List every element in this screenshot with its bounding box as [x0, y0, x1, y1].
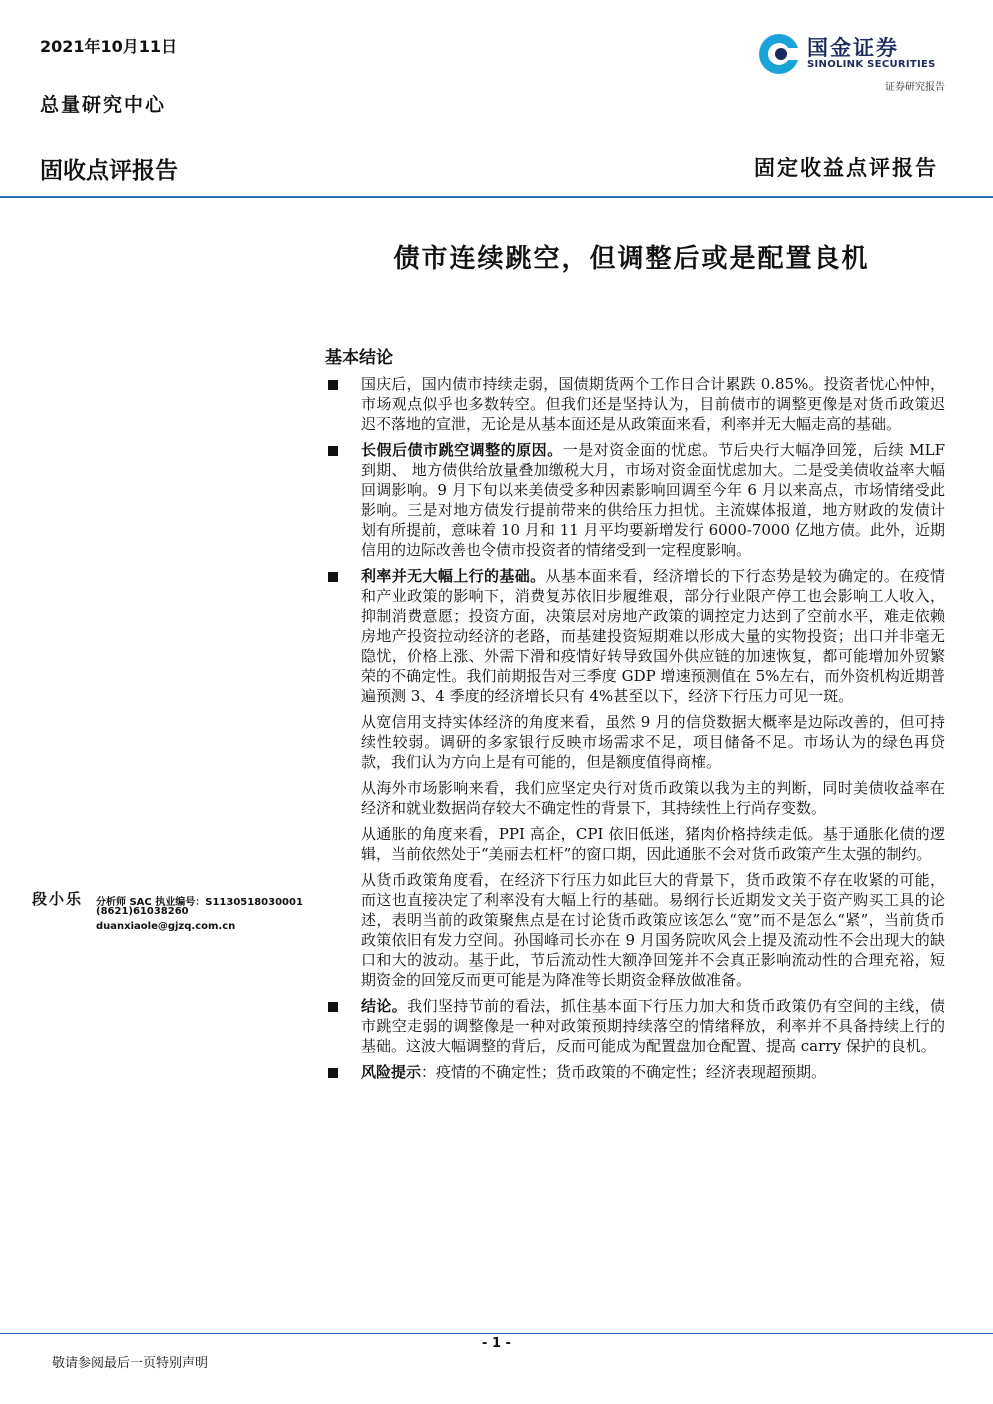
- footer-divider: [0, 1333, 993, 1334]
- paragraph-text: 从货币政策角度看，在经济下行压力如此巨大的背景下，货币政策不存在收紧的可能，而这也直接决定了利率没有大幅上行的基础。易纲行长近期发文关于资产购买工具的论述，表明当前的政策聚焦点是在讨论货币政策应该怎么“宽”而不是怎么“紧”，当前货币政策依旧有发力空间。孙国峰司长亦在 9 月国务院吹风会上提及流动性不会出现大的缺口和大的波动。基于此，节后流动性大额净回笼并不会真正影响流动性的合理充裕，短期资金的回笼反而更可能是为降准等长期资金释放做准备。: [361, 871, 945, 989]
- bullet-square-icon: [328, 1002, 338, 1012]
- body-paragraph: [325, 778, 945, 818]
- report-type-right: 固定收益点评报告: [754, 155, 938, 180]
- bullet-square-icon: [328, 446, 338, 456]
- footer-disclaimer: 敬请参阅最后一页特别声明: [52, 1356, 209, 1371]
- logo-chinese-name: 国金证券: [807, 36, 899, 60]
- report-type-left: 固收点评报告: [40, 158, 178, 184]
- bullet-item: [325, 374, 945, 434]
- bullet-item: [325, 996, 945, 1056]
- bullet-text: ：疫情的不确定性；货币政策的不确定性；经济表现超预期。: [421, 1063, 827, 1081]
- body-paragraph: [325, 870, 945, 990]
- bullet-item: [325, 566, 945, 706]
- paragraph-text: 从宽信用支持实体经济的角度来看，虽然 9 月的信贷数据大概率是边际改善的，但可持续性较弱。调研的多家银行反映市场需求不足，项目储备不足。市场认为的绿色再贷款，我们认为方向上是有可能的，但是额度值得商榷。: [361, 713, 945, 771]
- sinolink-logo-icon: [757, 32, 801, 76]
- body-paragraph: [325, 824, 945, 864]
- department-name: 总量研究中心: [40, 94, 167, 116]
- company-logo: [757, 30, 947, 76]
- author-email[interactable]: duanxiaole@gjzq.com.cn: [96, 921, 236, 932]
- bullet-square-icon: [328, 380, 338, 390]
- header-divider: [0, 196, 993, 198]
- bullet-lead: 结论。: [361, 997, 408, 1015]
- bullet-lead: 利率并无大幅上行的基础。: [361, 567, 546, 585]
- author-name: 段小乐: [32, 890, 84, 908]
- bullet-square-icon: [328, 1068, 338, 1078]
- report-title: 债市连续跳空，但调整后或是配置良机: [393, 244, 870, 274]
- bullet-text: 一是对资金面的忧虑。节后央行大幅净回笼，后续 MLF 到期、 地方债供给放量叠加缴税大月，市场对资金面忧虑加大。二是受美债收益率大幅回调影响。9 月下旬以来美债受多种因素影响回调至今年 6 月以来高点，市场情绪受此影响。三是对地方债发行提前带来的供给压力担忧。主流媒体报道，地方财政的发债计划有所提前，意味着 10 月和 11 月平均要新增发行 6000-7000 亿地方债。此外，近期信用的边际改善也令债市投资者的情绪受到一定程度影响。: [361, 441, 945, 559]
- bullet-text: 我们坚持节前的看法，抓住基本面下行压力加大和货币政策仍有空间的主线，债市跳空走弱的调整像是一种对政策预期持续落空的情绪释放，利率并不具备持续上行的基础。这波大幅调整的背后，反而可能成为配置盘加仓配置、提高 carry 保护的良机。: [361, 997, 945, 1055]
- bullet-lead: 风险提示: [361, 1063, 422, 1081]
- logo-subtitle: 证券研究报告: [885, 82, 945, 93]
- report-body: [325, 374, 945, 1088]
- section-heading: 基本结论: [325, 348, 393, 368]
- bullet-text: 从基本面来看，经济增长的下行态势是较为确定的。在疫情和产业政策的影响下，消费复苏依旧步履维艰，部分行业限产停工也会影响工人收入，抑制消费意愿；投资方面，决策层对房地产政策的调控定力达到了空前水平，难走依赖房地产投资拉动经济的老路，而基建投资短期难以形成大量的实物投资；出口并非毫无隐忧，价格上涨、外需下滑和疫情好转导致国外供应链的加速恢复，都可能增加外贸繁荣的不确定性。我们前期报告对三季度 GDP 增速预测值在 5%左右，而外资机构近期普遍预测 3、4 季度的经济增长只有 4%甚至以下，经济下行压力可见一斑。: [361, 567, 945, 705]
- page-number: - 1 -: [482, 1336, 511, 1351]
- paragraph-text: 从通胀的角度来看，PPI 高企，CPI 依旧低迷，猪肉价格持续走低。基于通胀化债的逻辑，当前依然处于“美丽去杠杆”的窗口期，因此通胀不会对货币政策产生太强的制约。: [361, 825, 945, 863]
- author-phone: (8621)61038260: [96, 906, 189, 917]
- bullet-lead: 长假后债市跳空调整的原因。: [361, 441, 563, 459]
- bullet-item: [325, 1062, 945, 1082]
- logo-english-name: SINOLINK SECURITIES: [807, 59, 936, 70]
- report-date: 2021年10月11日: [40, 37, 178, 56]
- bullet-square-icon: [328, 572, 338, 582]
- author-credential: 分析师 SAC 执业编号：S1130518030001: [96, 897, 303, 908]
- body-paragraph: [325, 712, 945, 772]
- bullet-text: 国庆后，国内债市持续走弱，国债期货两个工作日合计累跌 0.85%。投资者忧心忡忡，市场观点似乎也多数转空。但我们还是坚持认为，目前债市的调整更像是对货币政策迟迟不落地的宣泄，无论是从基本面还是从政策面来看，利率并无大幅走高的基础。: [361, 375, 945, 433]
- paragraph-text: 从海外市场影响来看，我们应坚定央行对货币政策以我为主的判断，同时美债收益率在经济和就业数据尚存较大不确定性的背景下，其持续性上行尚存变数。: [361, 779, 945, 817]
- bullet-item: [325, 440, 945, 560]
